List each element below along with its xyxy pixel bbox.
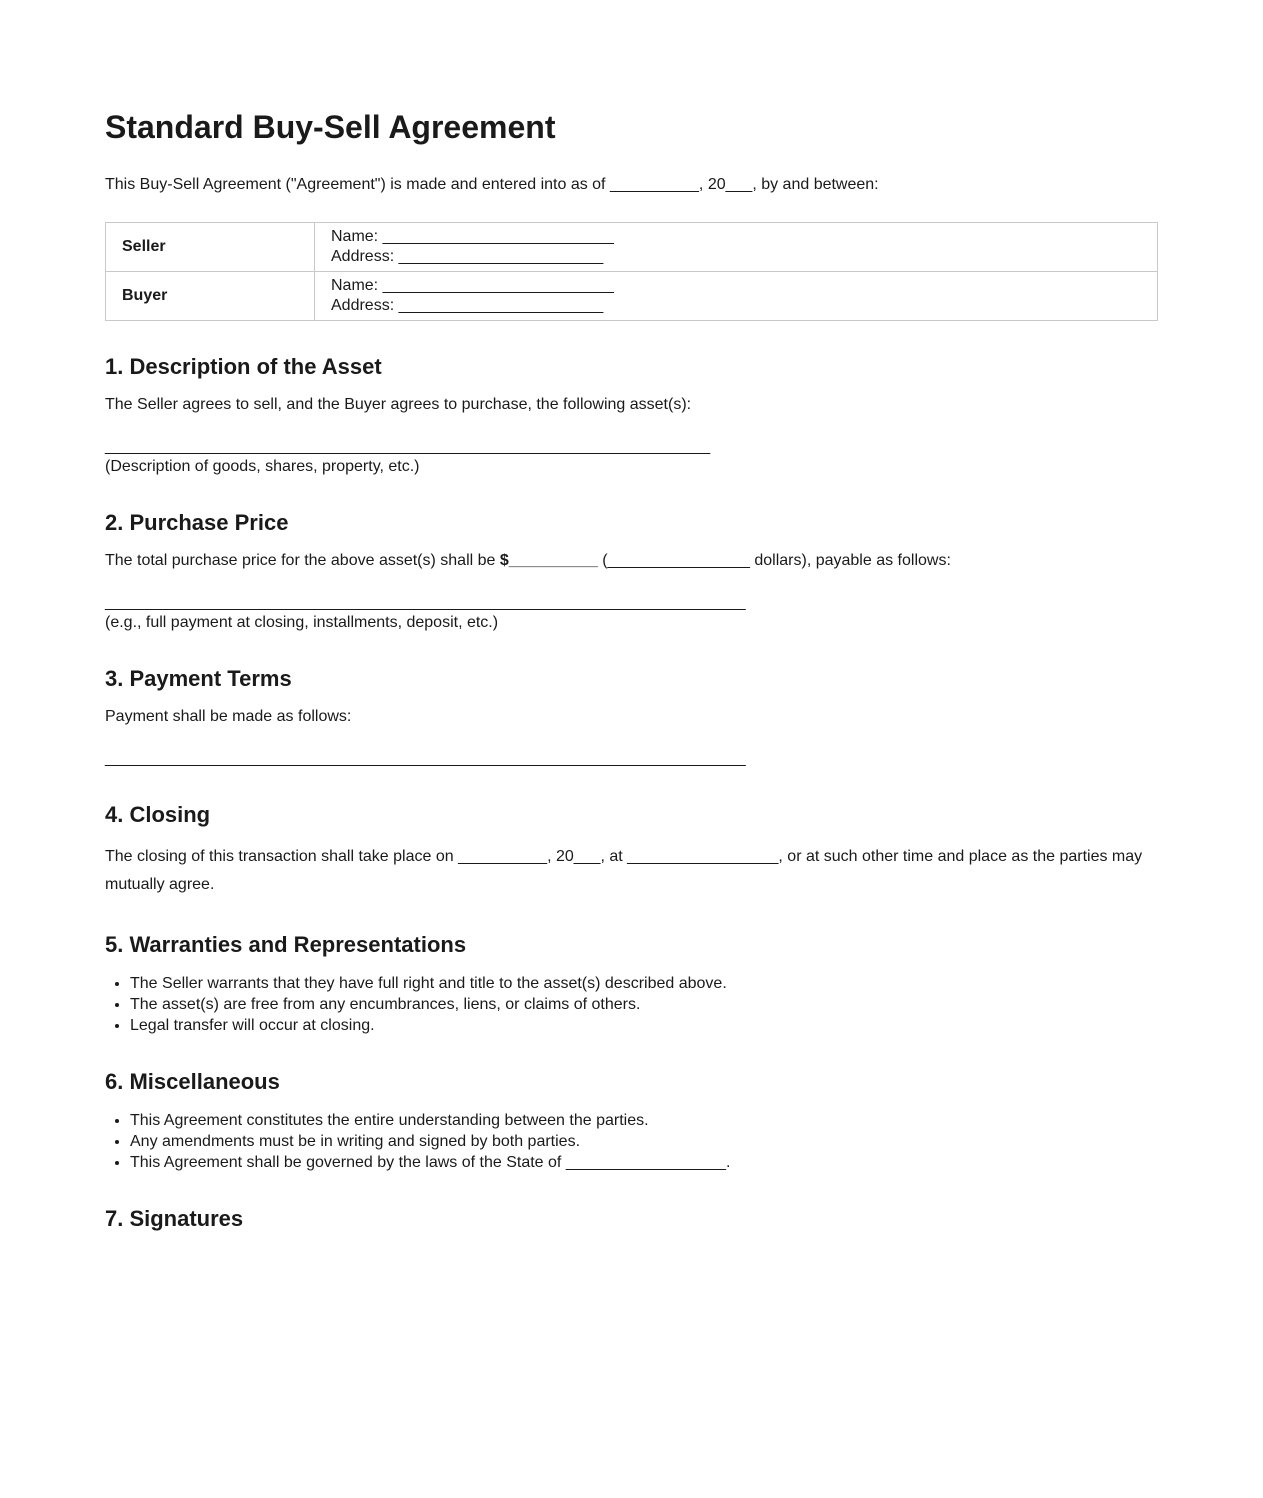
price-amount-field: $__________ [499,552,598,570]
section-5-bullet-list [105,973,1158,1036]
section-2-blank-field: ________________________________________________________________________ [105,594,746,612]
table-row-buyer [106,272,1158,321]
list-item: • The Seller warrants that they have full right and title to the asset(s) described above. [130,973,1158,994]
section-1-heading: 1. Description of the Asset [105,354,382,380]
section-1-blank-field: ____________________________________________________________________ [105,438,711,456]
section-4-heading: 4. Closing [105,802,211,828]
document-title: Standard Buy-Sell Agreement [105,109,556,145]
intro-paragraph: This Buy-Sell Agreement ("Agreement") is made and entered into as of __________, 20___, by and between: [105,176,879,194]
section-7-heading: 7. Signatures [105,1206,244,1232]
seller-details-cell [315,223,1158,272]
section-4-body: The closing of this transaction shall take place on __________, 20___, at _________________, or at such other time and place as the parties may mutually agree. [105,848,1143,894]
list-item: • Legal transfer will occur at closing. [130,1015,1158,1036]
buyer-details-cell [315,272,1158,321]
price-text-prefix: The total purchase price for the above asset(s) shall be [105,552,500,570]
list-item: • This Agreement constitutes the entire understanding between the parties. [130,1110,1158,1131]
section-1-caption: (Description of goods, shares, property, etc.) [105,458,420,476]
buyer-role-label: Buyer [106,272,315,321]
buyer-name-field: Name: __________________________ [331,277,614,295]
buyer-address-field: Address: _______________________ [331,297,604,315]
section-1-body: The Seller agrees to sell, and the Buyer agrees to purchase, the following asset(s): [105,396,692,414]
section-2-caption: (e.g., full payment at closing, installments, deposit, etc.) [105,614,499,632]
section-3-blank-field: ________________________________________________________________________ [105,750,746,768]
seller-name-field: Name: __________________________ [331,228,614,246]
list-item: • Any amendments must be in writing and signed by both parties. [130,1131,1158,1152]
table-row-seller [106,223,1158,272]
section-6-bullet-list [105,1110,1158,1173]
section-6-heading: 6. Miscellaneous [105,1069,280,1095]
seller-role-label: Seller [106,223,315,272]
price-text-suffix: (________________ dollars), payable as follows: [597,552,951,570]
section-3-body: Payment shall be made as follows: [105,708,352,726]
list-item: • The asset(s) are free from any encumbrances, liens, or claims of others. [130,994,1158,1015]
list-item: • This Agreement shall be governed by the laws of the State of __________________. [130,1152,1158,1173]
section-3-heading: 3. Payment Terms [105,666,292,692]
section-2-heading: 2. Purchase Price [105,510,289,536]
seller-address-field: Address: _______________________ [331,248,604,266]
section-5-heading: 5. Warranties and Representations [105,932,467,958]
parties-table [105,222,1158,321]
section-2-body [105,551,1158,571]
